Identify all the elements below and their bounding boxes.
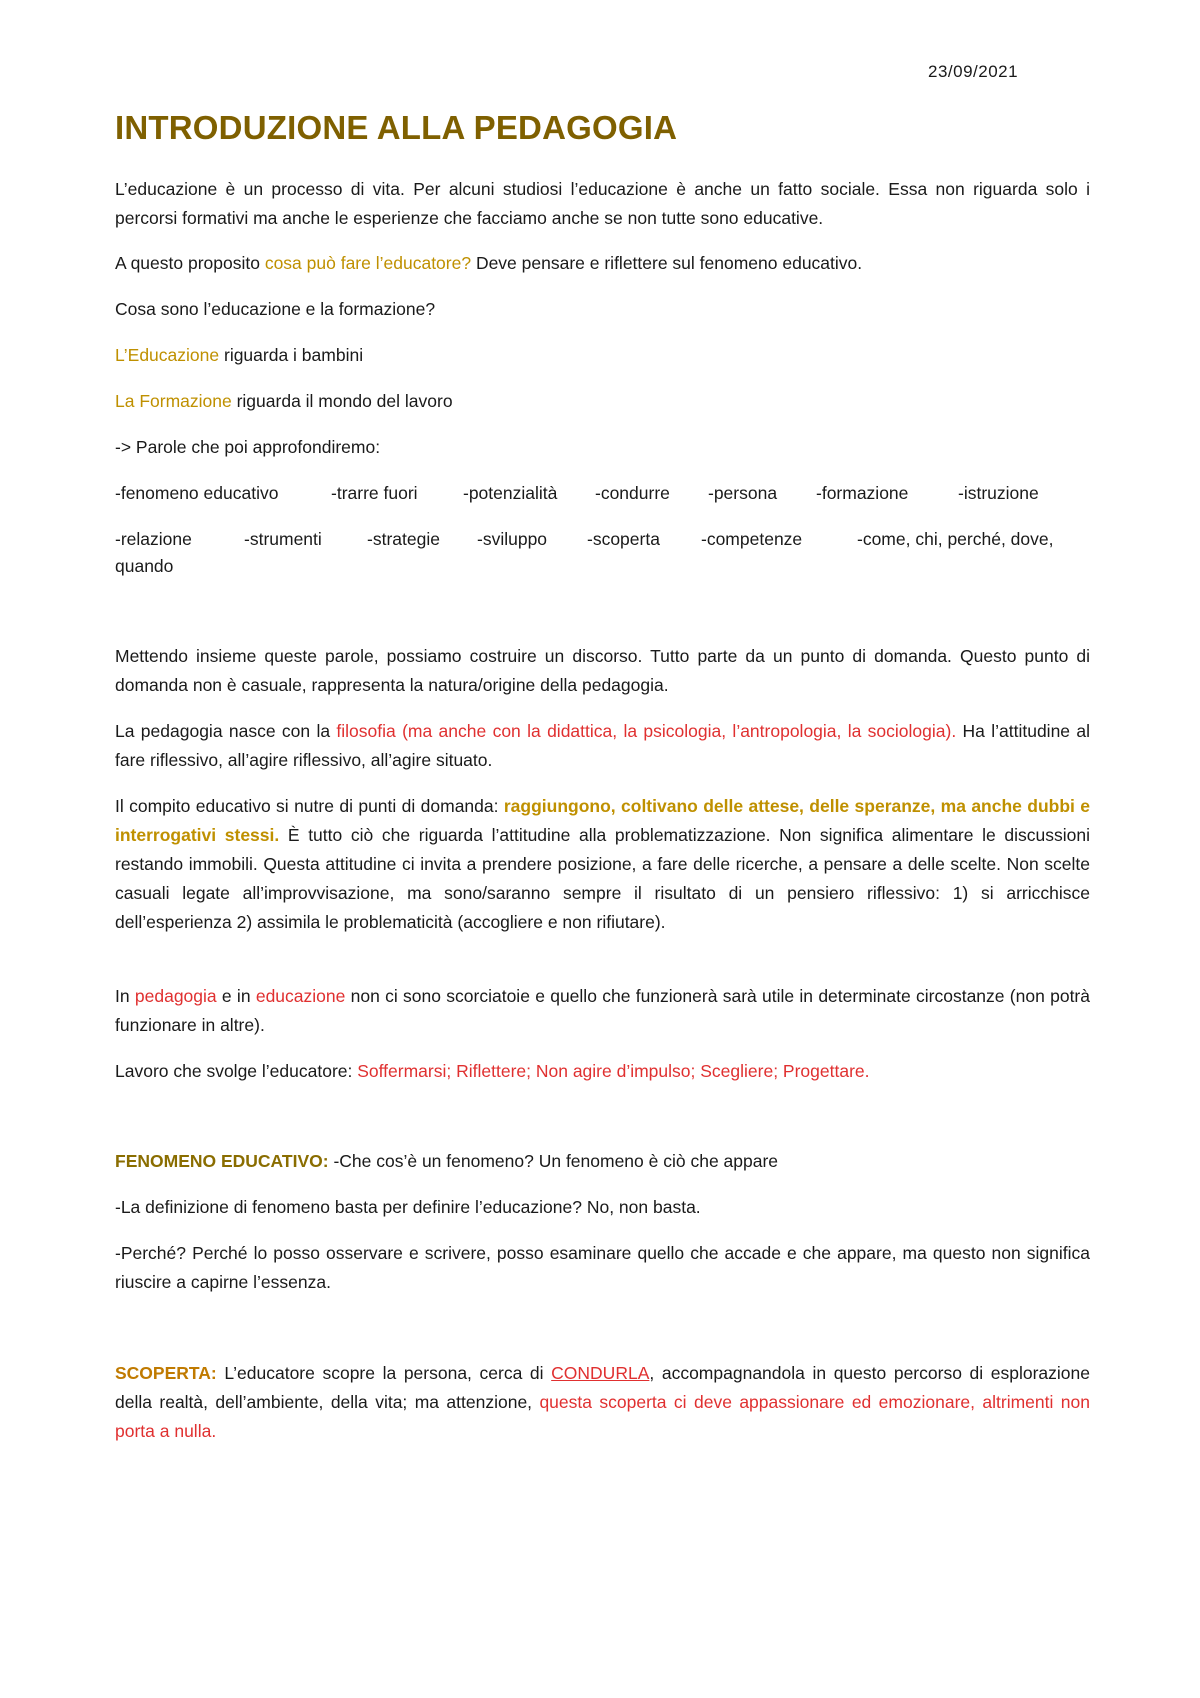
keyword: -relazione (115, 529, 192, 549)
paragraph-no-shortcuts: In pedagogia e in educazione non ci sono scorciatoie e quello che funzionerà sarà utile in determinate circostanze (non potrà funzionare in altre). (115, 986, 1090, 1035)
highlight-disciplines: filosofia (ma anche con la didattica, la psicologia, l’antropologia, la sociologia). (336, 721, 957, 741)
term-educazione-red: educazione (255, 986, 346, 1006)
keyword: -trarre fuori (331, 483, 418, 503)
keyword: -condurre (595, 483, 670, 503)
section-heading-scoperta: SCOPERTA: (115, 1363, 217, 1383)
paragraph-discourse: Mettendo insieme queste parole, possiamo costruire un discorso. Tutto parte da un punto di domanda. Questo punto di domanda non è casuale, rappresenta la natura/origine della pedagogia. (115, 646, 1090, 695)
keyword: -istruzione (958, 483, 1039, 503)
keyword: -scoperta (587, 529, 660, 549)
paragraph-definition: -La definizione di fenomeno basta per definire l’educazione? No, non basta. (115, 1197, 701, 1217)
keyword: -formazione (816, 483, 909, 503)
keyword: -come, chi, perché, dove, (857, 529, 1054, 549)
term-condurla: CONDURLA (551, 1363, 650, 1383)
section-scoperta: SCOPERTA: L’educatore scopre la persona, cerca di CONDURLA, accompagnandola in questo percorso di esplorazione della realtà, dell’ambiente, della vita; ma attenzione, questa scoperta ci deve appassionare ed emozionare, altrimenti non porta a nulla. (115, 1363, 1090, 1441)
term-formazione: La Formazione (115, 391, 232, 411)
section-fenomeno-educativo: FENOMENO EDUCATIVO: -Che cos’è un fenomeno? Un fenomeno è ciò che appare (115, 1151, 779, 1171)
highlight-educator-question: cosa può fare l’educatore? (264, 253, 472, 273)
highlight-scoperta-warning: questa scoperta ci deve appassionare ed emozionare, altrimenti non porta a nulla. (115, 1392, 1090, 1441)
paragraph-educator-work: Lavoro che svolge l’educatore: Soffermarsi; Riflettere; Non agire d’impulso; Scegliere; Progettare. (115, 1061, 870, 1081)
paragraph-question: Cosa sono l’educazione e la formazione? (115, 299, 436, 319)
keyword: -sviluppo (477, 529, 548, 549)
keyword-row-2-tail: quando (115, 556, 174, 576)
paragraph-words-intro: -> Parole che poi approfondiremo: (115, 437, 381, 457)
paragraph-educator-question: A questo proposito cosa può fare l’educatore? Deve pensare e riflettere sul fenomeno educativo. (115, 253, 863, 273)
keyword: -competenze (701, 529, 803, 549)
paragraph-formazione: La Formazione riguarda il mondo del lavoro (115, 391, 453, 411)
keyword: -persona (708, 483, 778, 503)
document-date: 23/09/2021 (928, 62, 1019, 81)
highlight-educator-actions: Soffermarsi; Riflettere; Non agire d’impulso; Scegliere; Progettare. (357, 1061, 870, 1081)
term-pedagogia: pedagogia (134, 986, 217, 1006)
section-heading-fenomeno: FENOMENO EDUCATIVO: (115, 1151, 329, 1171)
paragraph-educational-task: Il compito educativo si nutre di punti di domanda: raggiungono, coltivano delle attese, delle speranze, ma anche dubbi e interrogativi stessi. È tutto ciò che riguarda l’attitudine alla problematizzazione. Non significa alimentare le discussioni restando immobili. Questa attitudine ci invita a prendere posizione, a fare delle ricerche, a pensare a delle scelte. Non scelte casuali legate all’improvvisazione, ma sono/saranno sempre il risultato di un pensiero riflessivo: 1) si arricchisce dell’esperienza 2) assimila le problematicità (accogliere e non rifiutare). (115, 796, 1090, 932)
keyword: -fenomeno educativo (115, 483, 279, 503)
paragraph-origin: La pedagogia nasce con la filosofia (ma anche con la didattica, la psicologia, l’antropologia, la sociologia). Ha l’attitudine al fare riflessivo, all’agire riflessivo, all’agire situato. (115, 721, 1090, 770)
paragraph-why: -Perché? Perché lo posso osservare e scrivere, posso esaminare quello che accade e che appare, ma questo non significa riuscire a capirne l’essenza. (115, 1243, 1090, 1292)
paragraph-educazione: L’Educazione riguarda i bambini (115, 345, 364, 365)
paragraph-intro: L’educazione è un processo di vita. Per alcuni studiosi l’educazione è anche un fatto sociale. Essa non riguarda solo i percorsi formativi ma anche le esperienze che facciamo anche se non tutte sono educative. (115, 179, 1090, 228)
term-educazione: L’Educazione (115, 345, 220, 365)
keyword: -potenzialità (463, 483, 558, 503)
keyword: -strategie (367, 529, 440, 549)
highlight-expectations: raggiungono, coltivano delle attese, delle speranze, ma anche dubbi e interrogativi stessi. (115, 796, 1090, 845)
document-title: INTRODUZIONE ALLA PEDAGOGIA (115, 109, 678, 146)
keyword: -strumenti (244, 529, 322, 549)
